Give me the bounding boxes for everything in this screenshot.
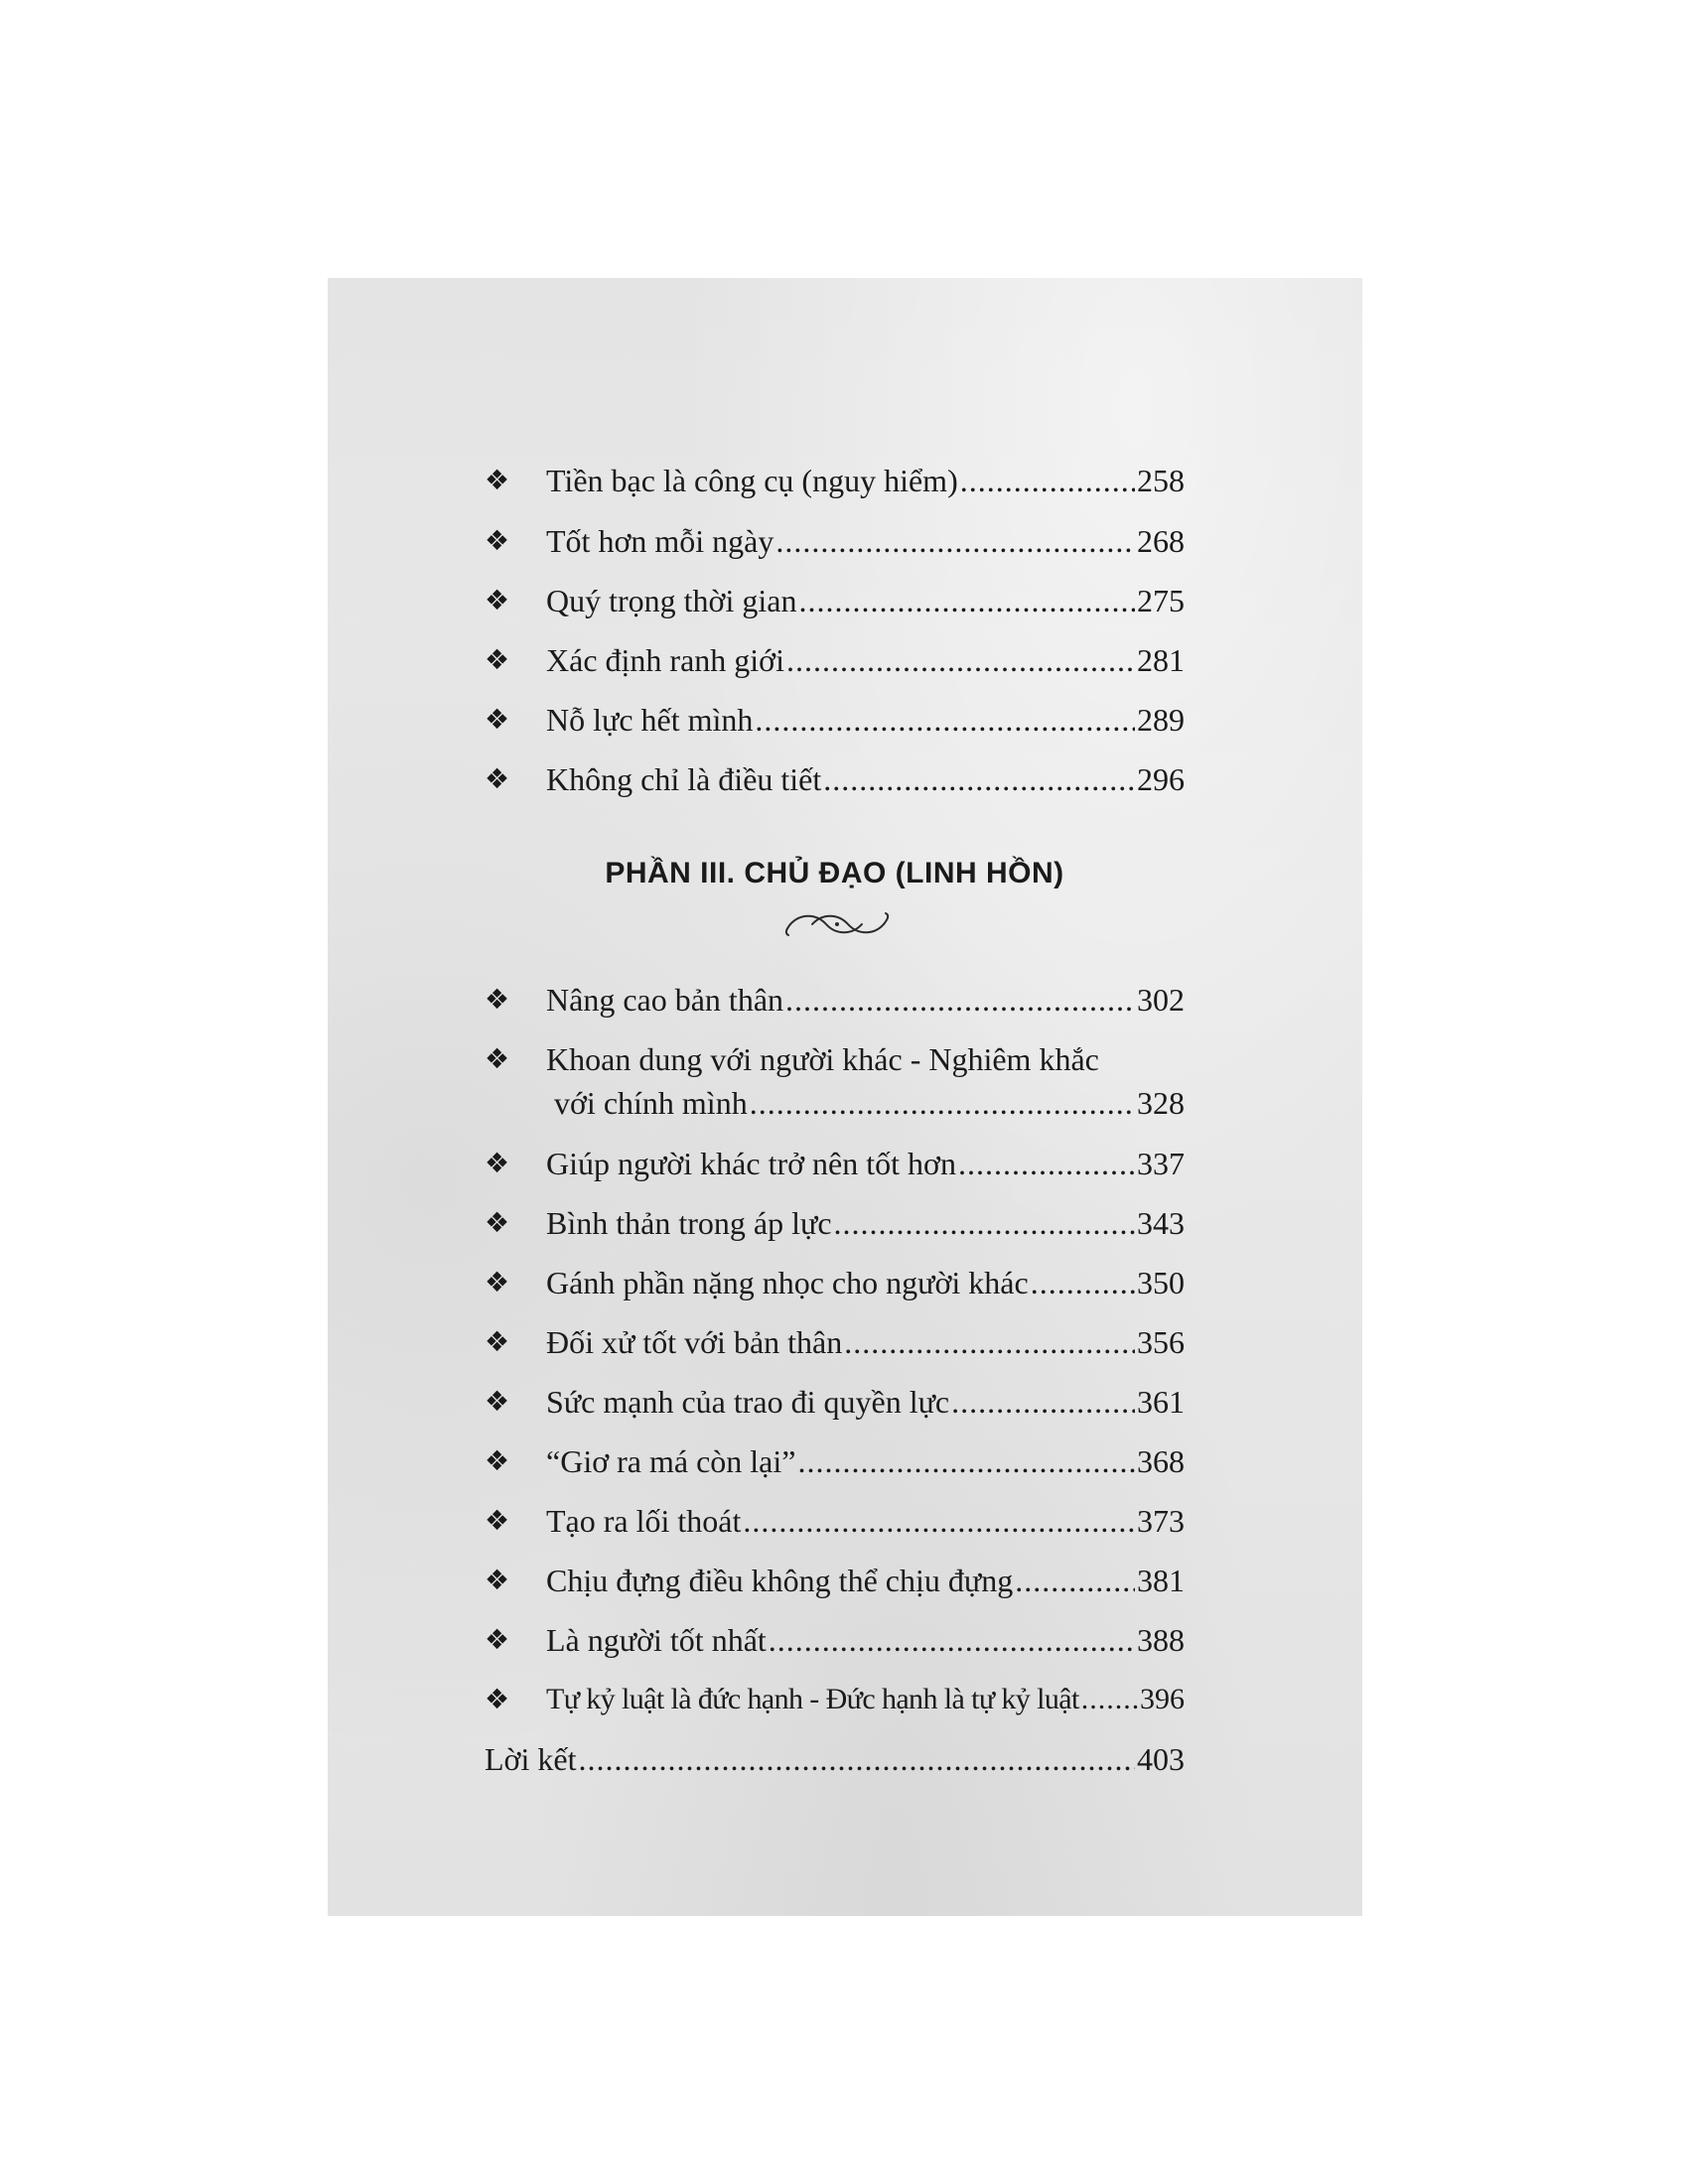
toc-entry-page: 403 — [1137, 1741, 1185, 1777]
toc-entry-title: Tự kỷ luật là đức hạnh - Đức hạnh là tự kỷ luật — [546, 1683, 1079, 1715]
toc-entry-title: Khoan dung với người khác - Nghiêm khắc — [546, 1041, 1099, 1077]
diamond-cluster-bullet-icon: ❖ — [485, 464, 510, 496]
toc-entry-title: Xác định ranh giới — [546, 642, 784, 678]
diamond-cluster-bullet-icon: ❖ — [485, 1623, 510, 1656]
dot-leader — [1015, 1560, 1135, 1601]
toc-entry-title: Gánh phần nặng nhọc cho người khác — [546, 1265, 1029, 1300]
section-heading: PHẦN III. CHỦ ĐẠO (LINH HỒN) — [605, 857, 1064, 889]
toc-entry-page: 350 — [1137, 1265, 1185, 1300]
toc-entry-title: Đối xử tốt với bản thân — [546, 1324, 843, 1360]
book-page — [328, 278, 1362, 1916]
toc-entry-page: 396 — [1140, 1683, 1185, 1715]
toc-entry-page: 381 — [1137, 1563, 1185, 1598]
toc-entry-page: 296 — [1137, 761, 1185, 797]
dot-leader — [775, 520, 1135, 562]
toc-entry-page: 368 — [1137, 1443, 1185, 1479]
toc-entry-page: 289 — [1137, 702, 1185, 738]
dot-leader — [786, 639, 1135, 681]
toc-entry-title: Giúp người khác trở nên tốt hơn — [546, 1146, 956, 1181]
diamond-cluster-bullet-icon: ❖ — [485, 584, 510, 616]
toc-entry-page: 337 — [1137, 1146, 1185, 1181]
toc-entry-title: Bình thản trong áp lực — [546, 1205, 832, 1241]
toc-entry-title: Tạo ra lối thoát — [546, 1503, 742, 1539]
toc-entry-title-continued: với chính mình — [554, 1085, 748, 1121]
diamond-cluster-bullet-icon: ❖ — [485, 1147, 510, 1179]
toc-entry-page: 275 — [1137, 583, 1185, 618]
diamond-cluster-bullet-icon: ❖ — [485, 1564, 510, 1596]
toc-entry-title: “Giơ ra má còn lại” — [546, 1443, 796, 1479]
toc-entry-title: Nâng cao bản thân — [546, 982, 784, 1018]
diamond-cluster-bullet-icon: ❖ — [485, 1266, 510, 1298]
diamond-cluster-bullet-icon: ❖ — [485, 983, 510, 1016]
toc-entry-title: Không chỉ là điều tiết — [546, 761, 822, 797]
toc-entry-page: 356 — [1137, 1324, 1185, 1360]
toc-entry-page: 302 — [1137, 982, 1185, 1018]
toc-entry-title: Sức mạnh của trao đi quyền lực — [546, 1384, 950, 1420]
dot-leader — [785, 979, 1135, 1021]
flourish-ornament-icon — [782, 907, 892, 941]
dot-leader — [1081, 1679, 1138, 1720]
diamond-cluster-bullet-icon: ❖ — [485, 643, 510, 676]
toc-entry-title: Tốt hơn mỗi ngày — [546, 523, 774, 559]
dot-leader — [755, 699, 1135, 741]
toc-entry-page: 328 — [1137, 1085, 1185, 1121]
dot-leader — [823, 758, 1135, 800]
toc-entry-title: Tiền bạc là công cụ (nguy hiểm) — [546, 463, 958, 498]
diamond-cluster-bullet-icon: ❖ — [485, 1042, 510, 1075]
diamond-cluster-bullet-icon: ❖ — [485, 1683, 510, 1715]
diamond-cluster-bullet-icon: ❖ — [485, 703, 510, 736]
toc-entry-title: Là người tốt nhất — [546, 1622, 767, 1658]
toc-entry-page: 361 — [1137, 1384, 1185, 1420]
dot-leader — [951, 1381, 1135, 1423]
dot-leader — [750, 1082, 1135, 1124]
diamond-cluster-bullet-icon: ❖ — [485, 1385, 510, 1418]
toc-entry-page: 258 — [1137, 463, 1185, 498]
dot-leader — [797, 1440, 1135, 1482]
diamond-cluster-bullet-icon: ❖ — [485, 762, 510, 795]
dot-leader — [578, 1738, 1135, 1780]
dot-leader — [769, 1619, 1135, 1661]
toc-entry-page: 268 — [1137, 523, 1185, 559]
toc-entry-title: Nỗ lực hết mình — [546, 702, 754, 738]
dot-leader — [798, 580, 1135, 621]
toc-entry-page: 373 — [1137, 1503, 1185, 1539]
toc-entry-title: Lời kết — [485, 1741, 577, 1777]
dot-leader — [834, 1202, 1135, 1244]
toc-entry-page: 388 — [1137, 1622, 1185, 1658]
toc-entry-page: 281 — [1137, 642, 1185, 678]
dot-leader — [844, 1321, 1135, 1363]
toc-entry-title: Chịu đựng điều không thể chịu đựng — [546, 1563, 1014, 1598]
toc-entry-page: 343 — [1137, 1205, 1185, 1241]
dot-leader — [743, 1500, 1135, 1542]
diamond-cluster-bullet-icon: ❖ — [485, 524, 510, 557]
dot-leader — [958, 1143, 1135, 1184]
diamond-cluster-bullet-icon: ❖ — [485, 1504, 510, 1537]
dot-leader — [960, 460, 1135, 501]
toc-entry-title: Quý trọng thời gian — [546, 583, 797, 618]
diamond-cluster-bullet-icon: ❖ — [485, 1444, 510, 1477]
dot-leader — [1031, 1262, 1135, 1303]
diamond-cluster-bullet-icon: ❖ — [485, 1325, 510, 1358]
diamond-cluster-bullet-icon: ❖ — [485, 1206, 510, 1239]
